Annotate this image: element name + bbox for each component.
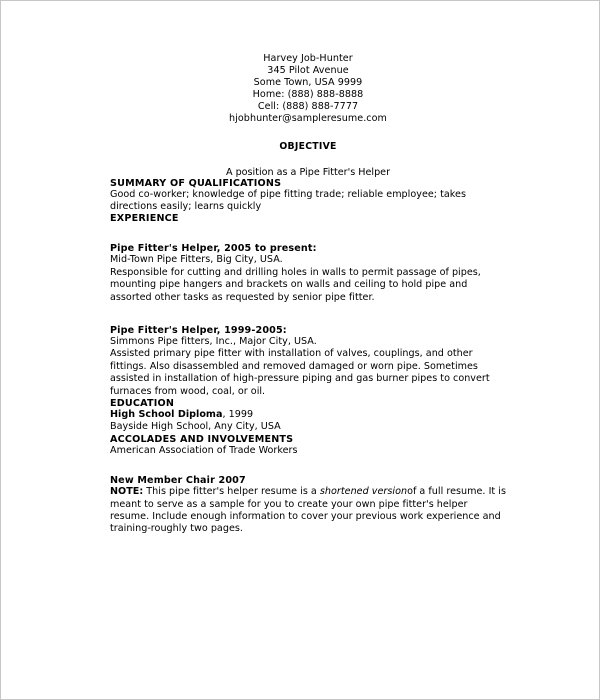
email-address: hjobhunter@sampleresume.com [229, 113, 387, 125]
applicant-name: Harvey Job-Hunter [263, 53, 353, 64]
degree-year: , 1999 [222, 409, 254, 421]
chair-title: New Member Chair 2007 [110, 475, 246, 487]
education-entry [110, 409, 506, 434]
job-duties-2: Assisted primary pipe fitter with installation of valves, couplings, and other fittings. Also disassembled and removed damaged or worn pipe. Sometimes assisted in installation of high-pressure piping and gas burner pipes to convert furnaces from wood, coal, or oil. [110, 348, 490, 397]
street-address: 345 Pilot Avenue [267, 65, 349, 77]
note-part-2: of a full resume. It is meant to serve as a sample for you to create your own pipe fitter's helper resume. Include enough information to cover your previous work experience and training-roughly two pages. [110, 486, 506, 535]
summary-text: Good co-worker; knowledge of pipe fitting trade; reliable employee; takes directions easily; learns quickly [110, 188, 466, 212]
cell-phone: Cell: (888) 888-7777 [257, 101, 359, 113]
resume-content [110, 53, 506, 536]
education-heading: EDUCATION [110, 398, 175, 410]
note-part-1: This pipe fitter's helper resume is a [143, 486, 320, 498]
degree-name: High School Diploma [110, 409, 223, 421]
note-paragraph [110, 486, 506, 536]
experience-heading: EXPERIENCE [110, 213, 179, 225]
city-state-zip: Some Town, USA 9999 [253, 77, 363, 89]
school-name: Bayside High School, Any City, USA [110, 421, 281, 433]
job-duties-1: Responsible for cutting and drilling holes in walls to permit passage of pipes, mounting pipe hangers and brackets on walls and ceiling to hold pipe and assorted other tasks as requested by senior pipe fitter. [110, 266, 481, 303]
job-title-2: Pipe Fitter's Helper, 1999-2005: [110, 325, 287, 336]
objective-text: A position as a Pipe Fitter's Helper [225, 166, 391, 178]
summary-heading: SUMMARY OF QUALIFICATIONS [110, 177, 282, 189]
objective-heading: OBJECTIVE [279, 140, 337, 152]
job-employer-1: Mid-Town Pipe Fitters, Big City, USA. [110, 254, 283, 266]
note-emphasis: shortened version [319, 486, 408, 498]
accolades-heading: ACCOLADES AND INVOLVEMENTS [110, 433, 294, 445]
note-label: NOTE: [110, 486, 144, 498]
job-title-1: Pipe Fitter's Helper, 2005 to present: [110, 243, 317, 255]
home-phone: Home: (888) 888-8888 [252, 89, 364, 101]
contact-header [110, 53, 506, 126]
association-text: American Association of Trade Workers [110, 444, 298, 456]
job-employer-2: Simmons Pipe fitters, Inc., Major City, USA. [110, 336, 317, 347]
